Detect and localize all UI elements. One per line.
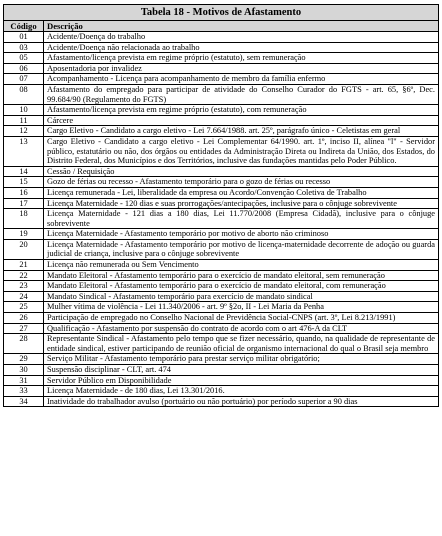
row-description: Qualificação - Afastamento por suspensão do contrato de acordo com o art 476-A da CLT — [44, 323, 439, 334]
row-description: Licença Maternidade - 120 dias e suas prorrogações/antecipações, inclusive para o cônjuge sobrevivente — [44, 198, 439, 209]
table-row — [4, 239, 439, 259]
row-code: 29 — [4, 354, 44, 365]
table-row — [4, 198, 439, 209]
table-row — [4, 32, 439, 43]
row-description: Mandato Eleitoral - Afastamento temporário para o exercício de mandato eleitoral, sem remuneração — [44, 270, 439, 281]
table-row — [4, 313, 439, 324]
table-row — [4, 136, 439, 166]
row-description: Gozo de férias ou recesso - Afastamento temporário para o gozo de férias ou recesso — [44, 177, 439, 188]
row-code: 33 — [4, 386, 44, 397]
header-descricao: Descrição — [44, 21, 439, 32]
table-row — [4, 375, 439, 386]
table-row — [4, 281, 439, 292]
row-description: Servidor Público em Disponibilidade — [44, 375, 439, 386]
row-description: Representante Sindical - Afastamento pelo tempo que se fizer necessário, quando, na qualidade de representante de entidade sindical, estiver participando de reunião oficial de organismo internacional do qual o Brasil seja membro — [44, 334, 439, 354]
table-row — [4, 291, 439, 302]
row-code: 30 — [4, 365, 44, 376]
table-body — [4, 32, 439, 407]
row-description: Afastamento do empregado para participar de atividade do Conselho Curador do FGTS - art. 65, §6º, Dec. 99.684/90 (Regulamento do FGTS) — [44, 84, 439, 104]
row-description: Licença não remunerada ou Sem Vencimento — [44, 260, 439, 271]
row-code: 12 — [4, 126, 44, 137]
table-row — [4, 302, 439, 313]
row-code: 01 — [4, 32, 44, 43]
table-row — [4, 115, 439, 126]
row-description: Mandato Eleitoral - Afastamento temporário para o exercício de mandato eleitoral, com remuneração — [44, 281, 439, 292]
table-row — [4, 166, 439, 177]
table-row — [4, 229, 439, 240]
row-code: 25 — [4, 302, 44, 313]
row-code: 34 — [4, 396, 44, 407]
table-row — [4, 63, 439, 74]
row-code: 08 — [4, 84, 44, 104]
motivos-afastamento-table — [3, 4, 439, 407]
row-code: 19 — [4, 229, 44, 240]
row-description: Acompanhamento - Licença para acompanhamento de membro da família enfermo — [44, 74, 439, 85]
row-description: Serviço Militar - Afastamento temporário para prestar serviço militar obrigatório; — [44, 354, 439, 365]
row-code: 10 — [4, 105, 44, 116]
row-description: Licença Maternidade - Afastamento temporário por motivo de aborto não criminoso — [44, 229, 439, 240]
table-row — [4, 42, 439, 53]
row-description: Licença Maternidade - de 180 dias, Lei 13.301/2016. — [44, 386, 439, 397]
row-code: 18 — [4, 209, 44, 229]
table-row — [4, 187, 439, 198]
table-row — [4, 209, 439, 229]
table-title-row — [4, 5, 439, 21]
table-row — [4, 84, 439, 104]
row-code: 26 — [4, 313, 44, 324]
row-description: Cargo Eletivo - Candidato a cargo eletivo - Lei 7.664/1988. art. 25º, parágrafo único - Celetistas em geral — [44, 126, 439, 137]
row-code: 31 — [4, 375, 44, 386]
row-description: Cessão / Requisição — [44, 166, 439, 177]
row-code: 05 — [4, 53, 44, 64]
table-row — [4, 105, 439, 116]
table-row — [4, 270, 439, 281]
row-code: 03 — [4, 42, 44, 53]
row-description: Licença Maternidade - 121 dias a 180 dias, Lei 11.770/2008 (Empresa Cidadã), inclusive para o cônjuge sobrevivente — [44, 209, 439, 229]
row-code: 14 — [4, 166, 44, 177]
row-description: Mandato Sindical - Afastamento temporário para exercício de mandato sindical — [44, 291, 439, 302]
row-description: Afastamento/licença prevista em regime próprio (estatuto), sem remuneração — [44, 53, 439, 64]
header-codigo: Código — [4, 21, 44, 32]
table-row — [4, 386, 439, 397]
row-description: Aposentadoria por invalidez — [44, 63, 439, 74]
row-description: Participação de empregado no Conselho Nacional de Previdência Social-CNPS (art. 3º, Lei 8.213/1991) — [44, 313, 439, 324]
table-header-row — [4, 21, 439, 32]
table-row — [4, 323, 439, 334]
row-description: Cargo Eletivo - Candidato a cargo eletivo - Lei Complementar 64/1990. art. 1º, inciso II, alínea "l" - Servidor público, estatutário ou não, dos órgãos ou entidades da Administração Direta ou Indireta da União, dos Estados, do Distrito Federal, dos Municípios e dos Territórios, inclusive das fundações mantidas pelo Poder Público. — [44, 136, 439, 166]
row-description: Cárcere — [44, 115, 439, 126]
table-row — [4, 334, 439, 354]
row-description: Suspensão disciplinar - CLT, art. 474 — [44, 365, 439, 376]
row-code: 16 — [4, 187, 44, 198]
table-row — [4, 177, 439, 188]
table-row — [4, 126, 439, 137]
row-code: 20 — [4, 239, 44, 259]
row-code: 28 — [4, 334, 44, 354]
row-code: 23 — [4, 281, 44, 292]
row-code: 21 — [4, 260, 44, 271]
row-description: Licença remunerada - Lei, liberalidade da empresa ou Acordo/Convenção Coletiva de Trabalho — [44, 187, 439, 198]
row-code: 27 — [4, 323, 44, 334]
table-row — [4, 260, 439, 271]
table-row — [4, 396, 439, 407]
table-row — [4, 365, 439, 376]
row-code: 07 — [4, 74, 44, 85]
table-row — [4, 354, 439, 365]
table-row — [4, 53, 439, 64]
row-code: 06 — [4, 63, 44, 74]
row-code: 17 — [4, 198, 44, 209]
row-description: Mulher vítima de violência - Lei 11.340/2006 - art. 9º §2o, II - Lei Maria da Penha — [44, 302, 439, 313]
row-code: 11 — [4, 115, 44, 126]
row-code: 24 — [4, 291, 44, 302]
document-page — [3, 4, 439, 407]
row-code: 15 — [4, 177, 44, 188]
row-description: Acidente/Doença não relacionada ao trabalho — [44, 42, 439, 53]
row-description: Acidente/Doença do trabalho — [44, 32, 439, 43]
row-code: 13 — [4, 136, 44, 166]
table-title: Tabela 18 - Motivos de Afastamento — [4, 5, 439, 21]
row-description: Afastamento/licença prevista em regime próprio (estatuto), com remuneração — [44, 105, 439, 116]
table-row — [4, 74, 439, 85]
row-description: Inatividade do trabalhador avulso (portuário ou não portuário) por período superior a 90 dias — [44, 396, 439, 407]
row-code: 22 — [4, 270, 44, 281]
row-description: Licença Maternidade - Afastamento temporário por motivo de licença-maternidade decorrente de adoção ou guarda judicial de criança, inclusive para o cônjuge sobrevivente — [44, 239, 439, 259]
